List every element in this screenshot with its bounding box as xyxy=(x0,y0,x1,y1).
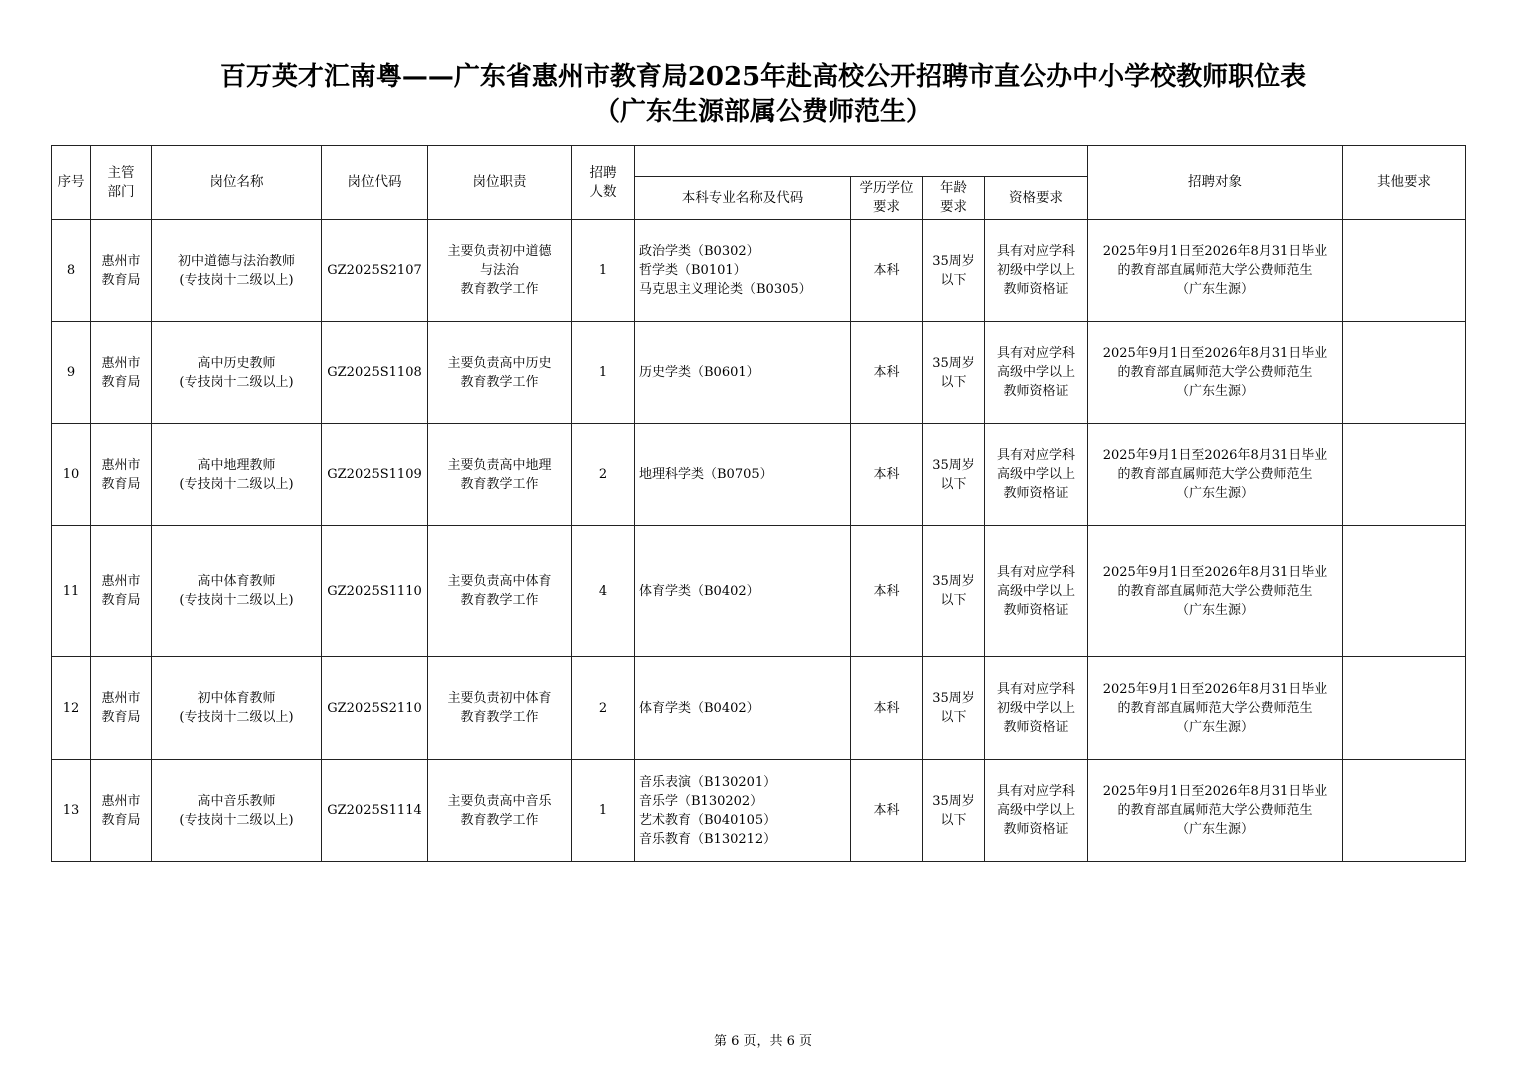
cell-education: 本科 xyxy=(851,424,923,526)
cell-other xyxy=(1343,220,1466,322)
cell-qualification: 具有对应学科 高级中学以上 教师资格证 xyxy=(985,424,1088,526)
cell-age: 35周岁 以下 xyxy=(923,526,985,657)
document-subtitle: （广东生源部属公费师范生） xyxy=(593,97,932,127)
cell-position-code: GZ2025S1114 xyxy=(322,760,428,862)
cell-position-name: 初中道德与法治教师 (专技岗十二级以上) xyxy=(152,220,322,322)
cell-seq: 8 xyxy=(52,220,91,322)
table-row xyxy=(52,220,1466,322)
cell-position-duty: 主要负责高中地理 教育教学工作 xyxy=(428,424,572,526)
cell-target: 2025年9月1日至2026年8月31日毕业 的教育部直属师范大学公费师范生 （广东生源） xyxy=(1088,760,1343,862)
cell-position-name: 初中体育教师 (专技岗十二级以上) xyxy=(152,657,322,760)
cell-position-name: 高中历史教师 (专技岗十二级以上) xyxy=(152,322,322,424)
cell-position-code: GZ2025S2110 xyxy=(322,657,428,760)
cell-seq: 13 xyxy=(52,760,91,862)
header-education: 学历学位 要求 xyxy=(851,177,923,220)
cell-position-code: GZ2025S2107 xyxy=(322,220,428,322)
cell-position-name: 高中体育教师 (专技岗十二级以上) xyxy=(152,526,322,657)
header-major: 本科专业名称及代码 xyxy=(635,177,851,220)
header-age: 年龄 要求 xyxy=(923,177,985,220)
cell-education: 本科 xyxy=(851,220,923,322)
cell-qualification: 具有对应学科 高级中学以上 教师资格证 xyxy=(985,322,1088,424)
cell-hire-count: 4 xyxy=(572,526,635,657)
cell-other xyxy=(1343,526,1466,657)
cell-hire-count: 1 xyxy=(572,220,635,322)
cell-position-duty: 主要负责高中历史 教育教学工作 xyxy=(428,322,572,424)
cell-other xyxy=(1343,760,1466,862)
cell-age: 35周岁 以下 xyxy=(923,424,985,526)
cell-target: 2025年9月1日至2026年8月31日毕业 的教育部直属师范大学公费师范生 （广东生源） xyxy=(1088,220,1343,322)
job-positions-table xyxy=(51,145,1466,862)
cell-position-name: 高中音乐教师 (专技岗十二级以上) xyxy=(152,760,322,862)
cell-education: 本科 xyxy=(851,760,923,862)
header-other: 其他要求 xyxy=(1343,146,1466,220)
cell-seq: 10 xyxy=(52,424,91,526)
cell-hire-count: 1 xyxy=(572,760,635,862)
cell-dept: 惠州市 教育局 xyxy=(91,760,152,862)
cell-target: 2025年9月1日至2026年8月31日毕业 的教育部直属师范大学公费师范生 （广东生源） xyxy=(1088,322,1343,424)
cell-age: 35周岁 以下 xyxy=(923,220,985,322)
cell-dept: 惠州市 教育局 xyxy=(91,657,152,760)
cell-position-code: GZ2025S1110 xyxy=(322,526,428,657)
cell-education: 本科 xyxy=(851,526,923,657)
header-position-code: 岗位代码 xyxy=(322,146,428,220)
cell-target: 2025年9月1日至2026年8月31日毕业 的教育部直属师范大学公费师范生 （广东生源） xyxy=(1088,424,1343,526)
header-seq: 序号 xyxy=(52,146,91,220)
cell-major: 体育学类（B0402） xyxy=(635,526,851,657)
cell-hire-count: 1 xyxy=(572,322,635,424)
header-position-duty: 岗位职责 xyxy=(428,146,572,220)
cell-seq: 11 xyxy=(52,526,91,657)
cell-hire-count: 2 xyxy=(572,424,635,526)
cell-age: 35周岁 以下 xyxy=(923,657,985,760)
header-position-name: 岗位名称 xyxy=(152,146,322,220)
cell-qualification: 具有对应学科 高级中学以上 教师资格证 xyxy=(985,526,1088,657)
cell-other xyxy=(1343,657,1466,760)
cell-dept: 惠州市 教育局 xyxy=(91,322,152,424)
cell-qualification: 具有对应学科 初级中学以上 教师资格证 xyxy=(985,657,1088,760)
header-requirements-group xyxy=(635,146,1088,177)
table-row xyxy=(52,760,1466,862)
cell-seq: 9 xyxy=(52,322,91,424)
cell-education: 本科 xyxy=(851,657,923,760)
cell-position-duty: 主要负责高中音乐 教育教学工作 xyxy=(428,760,572,862)
table-row xyxy=(52,424,1466,526)
cell-position-duty: 主要负责初中道德 与法治 教育教学工作 xyxy=(428,220,572,322)
cell-major: 政治学类（B0302） 哲学类（B0101） 马克思主义理论类（B0305） xyxy=(635,220,851,322)
cell-target: 2025年9月1日至2026年8月31日毕业 的教育部直属师范大学公费师范生 （广东生源） xyxy=(1088,657,1343,760)
cell-age: 35周岁 以下 xyxy=(923,322,985,424)
cell-dept: 惠州市 教育局 xyxy=(91,424,152,526)
cell-other xyxy=(1343,424,1466,526)
cell-position-code: GZ2025S1109 xyxy=(322,424,428,526)
document-title: 百万英才汇南粤——广东省惠州市教育局2025年赴高校公开招聘市直公办中小学校教师职位表 xyxy=(219,62,1307,92)
table-row xyxy=(52,526,1466,657)
cell-age: 35周岁 以下 xyxy=(923,760,985,862)
page-number-footer: 第 6 页，共 6 页 xyxy=(713,1034,813,1049)
cell-dept: 惠州市 教育局 xyxy=(91,220,152,322)
cell-major: 音乐表演（B130201） 音乐学（B130202） 艺术教育（B040105） 音乐教育（B130212） xyxy=(635,760,851,862)
cell-major: 体育学类（B0402） xyxy=(635,657,851,760)
header-hire-count: 招聘 人数 xyxy=(572,146,635,220)
header-qualification: 资格要求 xyxy=(985,177,1088,220)
cell-dept: 惠州市 教育局 xyxy=(91,526,152,657)
header-target: 招聘对象 xyxy=(1088,146,1343,220)
table-row xyxy=(52,657,1466,760)
cell-major: 地理科学类（B0705） xyxy=(635,424,851,526)
cell-qualification: 具有对应学科 高级中学以上 教师资格证 xyxy=(985,760,1088,862)
cell-major: 历史学类（B0601） xyxy=(635,322,851,424)
cell-position-code: GZ2025S1108 xyxy=(322,322,428,424)
cell-target: 2025年9月1日至2026年8月31日毕业 的教育部直属师范大学公费师范生 （广东生源） xyxy=(1088,526,1343,657)
cell-hire-count: 2 xyxy=(572,657,635,760)
cell-position-duty: 主要负责初中体育 教育教学工作 xyxy=(428,657,572,760)
header-dept: 主管 部门 xyxy=(91,146,152,220)
cell-position-duty: 主要负责高中体育 教育教学工作 xyxy=(428,526,572,657)
cell-seq: 12 xyxy=(52,657,91,760)
table-row xyxy=(52,322,1466,424)
cell-position-name: 高中地理教师 (专技岗十二级以上) xyxy=(152,424,322,526)
cell-other xyxy=(1343,322,1466,424)
cell-qualification: 具有对应学科 初级中学以上 教师资格证 xyxy=(985,220,1088,322)
cell-education: 本科 xyxy=(851,322,923,424)
